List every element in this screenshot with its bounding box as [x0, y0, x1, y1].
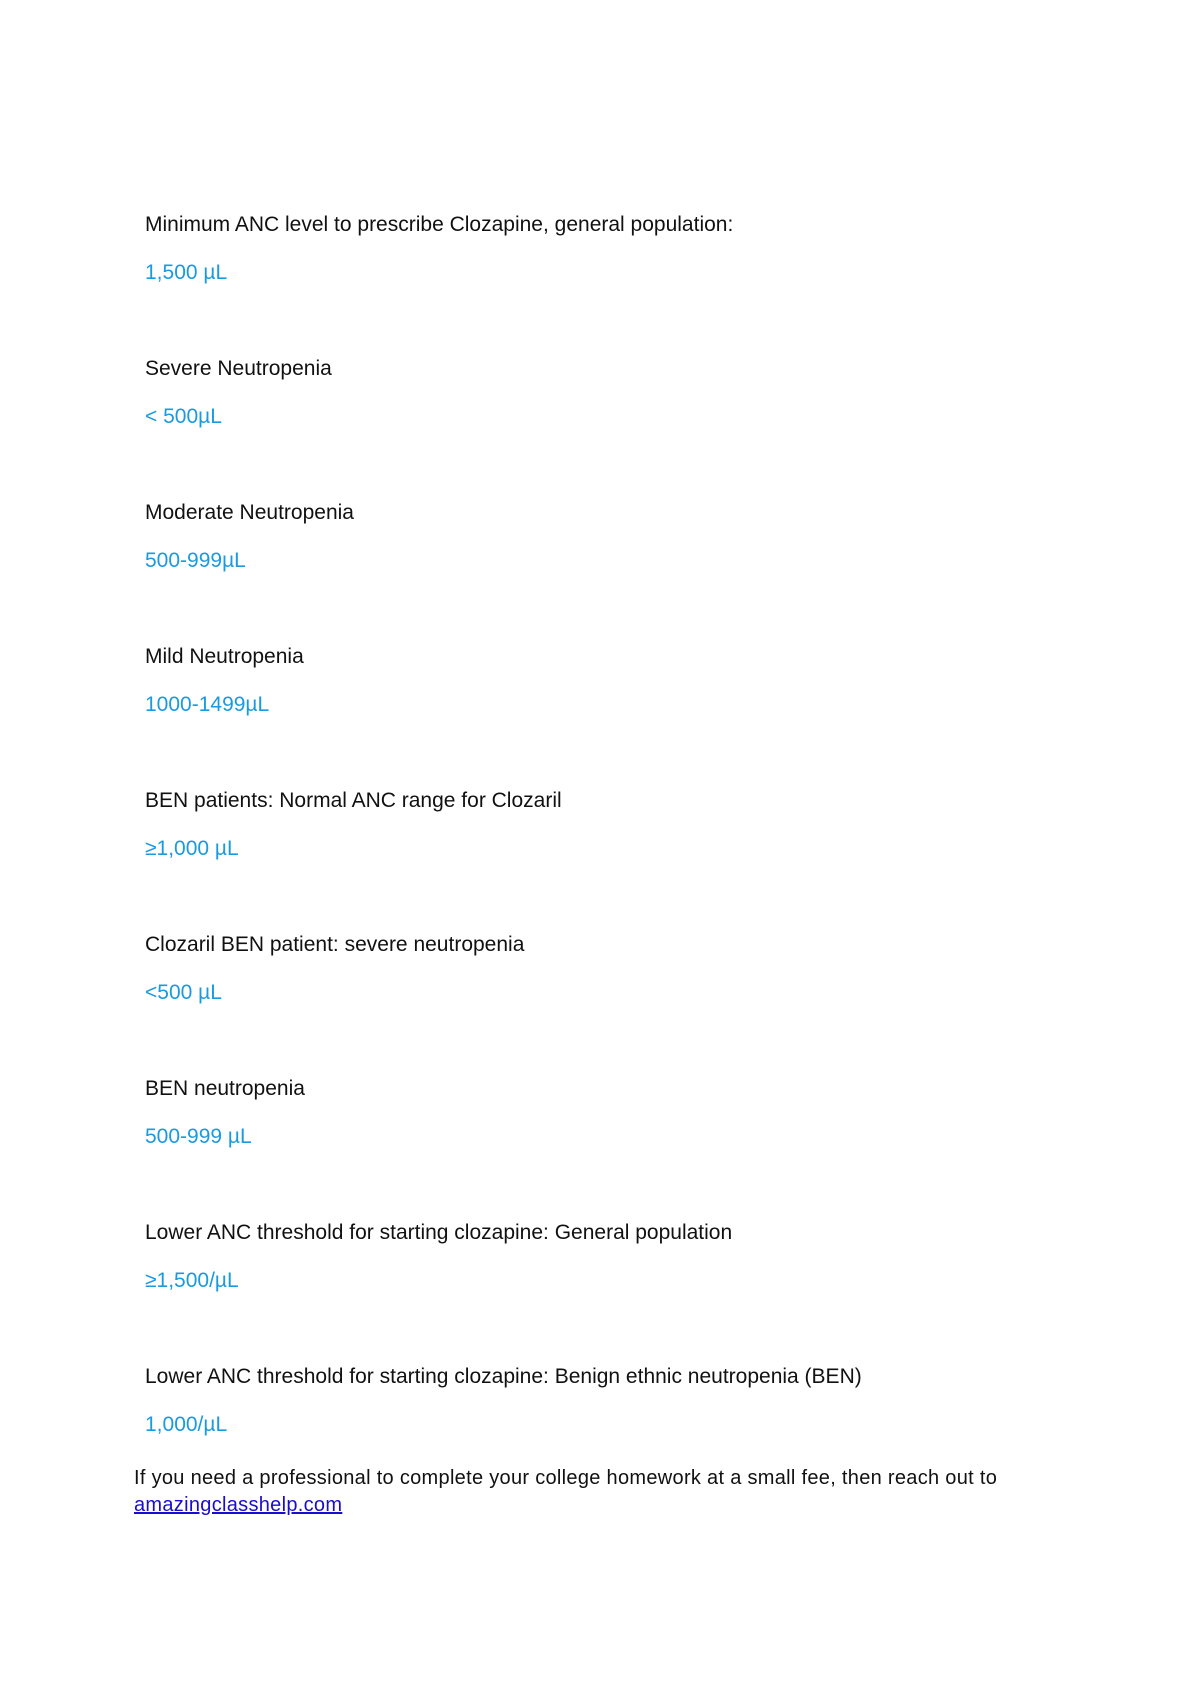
qa-item: [145, 1076, 1105, 1150]
question-text: BEN patients: Normal ANC range for Clozaril: [145, 789, 562, 812]
answer-text: ≥1,000 µL: [145, 837, 239, 860]
question-text: Minimum ANC level to prescribe Clozapine, general population:: [145, 213, 734, 236]
qa-item: [145, 788, 1105, 862]
question-text: Lower ANC threshold for starting clozapine: General population: [145, 1221, 733, 1244]
answer-text: ≥1,500/µL: [145, 1269, 239, 1292]
footer-promo: [134, 1465, 1094, 1519]
qa-item: [145, 932, 1105, 1006]
footer-text: If you need a professional to complete your college homework at a small fee, then reach out to: [134, 1467, 998, 1489]
answer-text: 1000-1499µL: [145, 693, 270, 716]
qa-item: [145, 212, 1105, 286]
question-text: Severe Neutropenia: [145, 357, 332, 380]
question-text: Clozaril BEN patient: severe neutropenia: [145, 933, 525, 956]
qa-item: [145, 1364, 1105, 1438]
question-text: BEN neutropenia: [145, 1077, 305, 1100]
question-text: Mild Neutropenia: [145, 645, 304, 668]
answer-text: 500-999 µL: [145, 1125, 252, 1148]
qa-item: [145, 356, 1105, 430]
answer-text: <500 µL: [145, 981, 222, 1004]
answer-text: 1,000/µL: [145, 1413, 228, 1436]
qa-item: [145, 644, 1105, 718]
answer-text: 1,500 µL: [145, 261, 228, 284]
footer-link[interactable]: amazingclasshelp.com: [134, 1494, 343, 1516]
answer-text: 500-999µL: [145, 549, 246, 572]
qa-item: [145, 500, 1105, 574]
question-text: Lower ANC threshold for starting clozapine: Benign ethnic neutropenia (BEN): [145, 1365, 862, 1388]
answer-text: < 500µL: [145, 405, 222, 428]
qa-item: [145, 1220, 1105, 1294]
question-text: Moderate Neutropenia: [145, 501, 354, 524]
